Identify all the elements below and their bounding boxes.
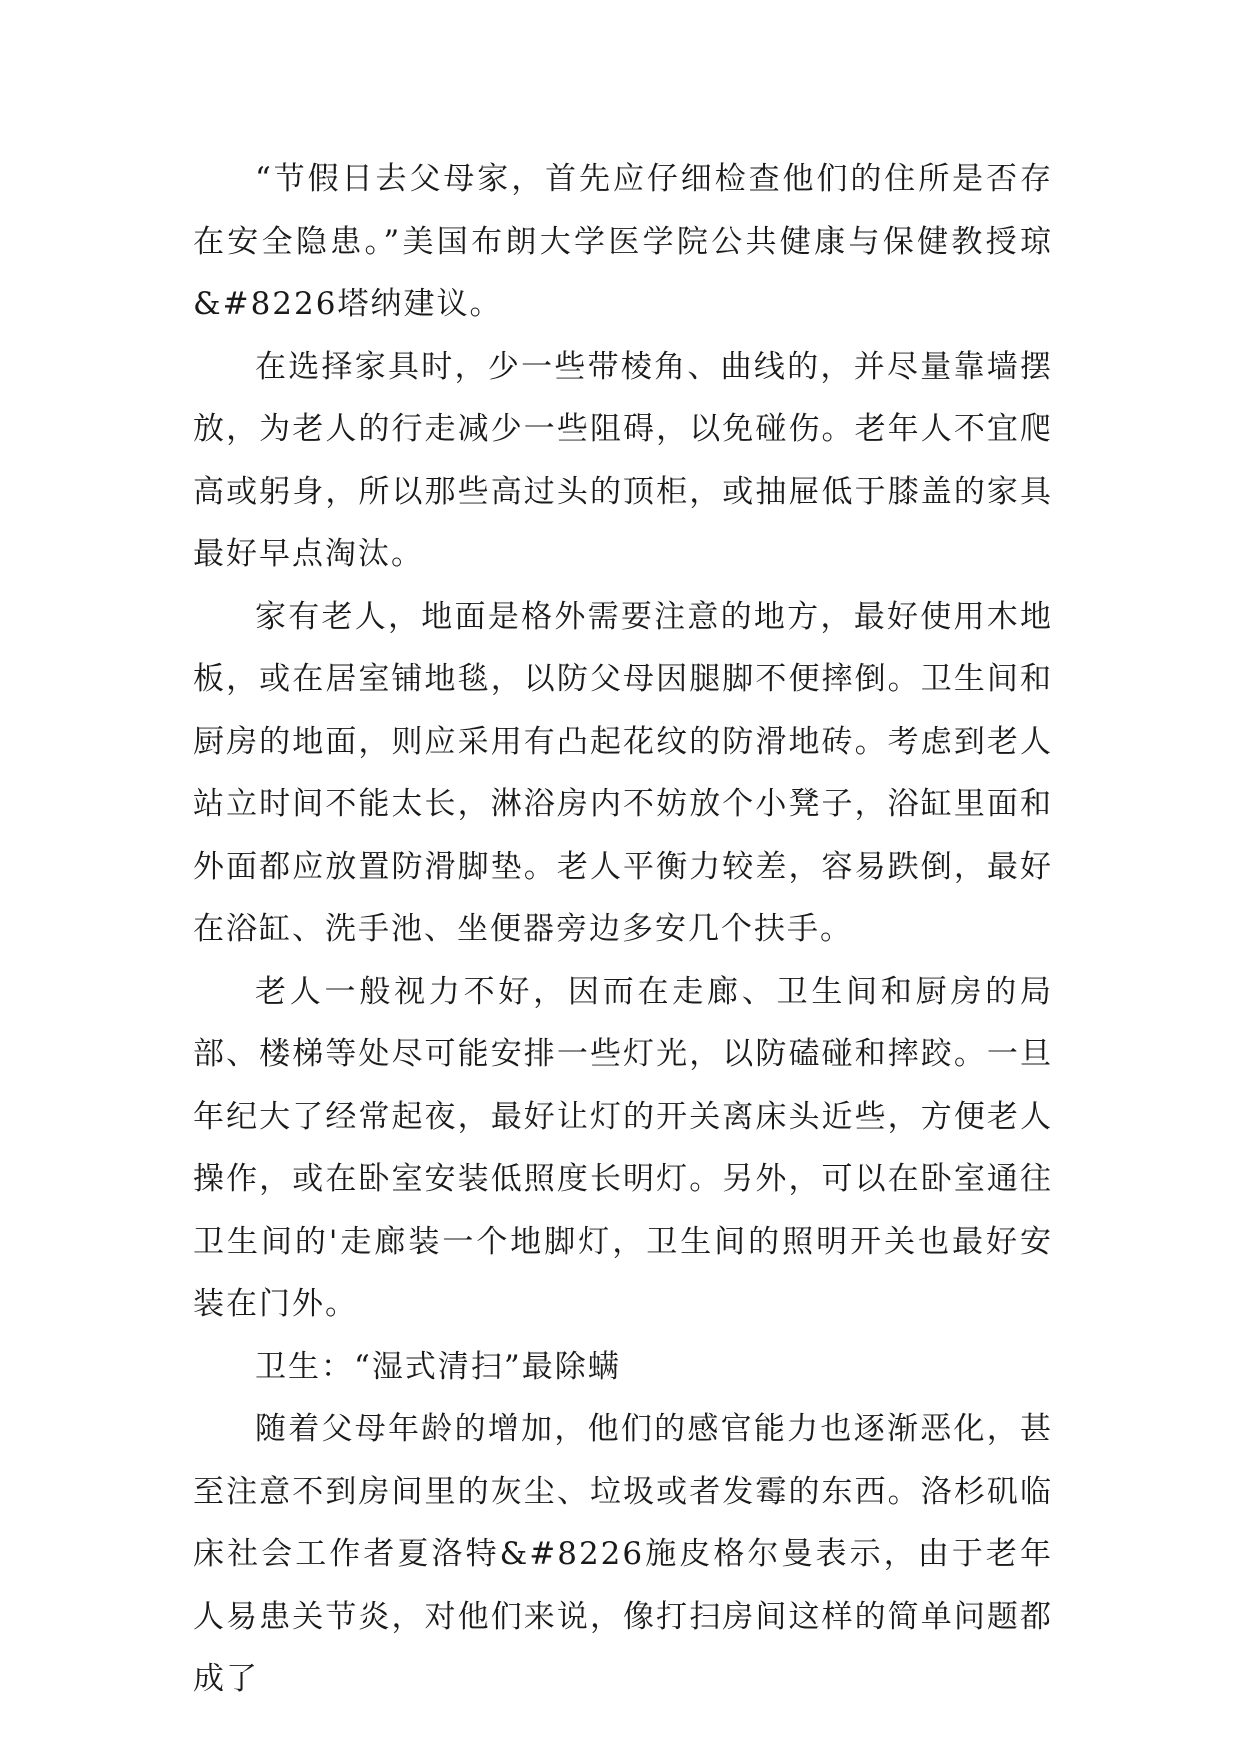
paragraph-intro-quote: “节假日去父母家，首先应仔细检查他们的住所是否存在安全隐患。”美国布朗大学医学院公共健康与保健教授琼&#8226塔纳建议。: [193, 161, 1053, 322]
paragraph-furniture: 在选择家具时，少一些带棱角、曲线的，并尽量靠墙摆放，为老人的行走减少一些阻碍，以免碰伤。老年人不宜爬高或躬身，所以那些高过头的顶柜，或抽屉低于膝盖的家具最好早点淘汰。: [193, 348, 1053, 572]
paragraph-cleaning: 随着父母年龄的增加，他们的感官能力也逐渐恶化，甚至注意不到房间里的灰尘、垃圾或者发霉的东西。洛杉矶临床社会工作者夏洛特&#8226施皮格尔曼表示，由于老年人易患关节炎，对他们来说，像打扫房间这样的简单问题都成了: [193, 1411, 1053, 1697]
paragraph-flooring: 家有老人，地面是格外需要注意的地方，最好使用木地板，或在居室铺地毯，以防父母因腿脚不便摔倒。卫生间和厨房的地面，则应采用有凸起花纹的防滑地砖。考虑到老人站立时间不能太长，淋浴房内不妨放个小凳子，浴缸里面和外面都应放置防滑脚垫。老人平衡力较差，容易跌倒，最好在浴缸、洗手池、坐便器旁边多安几个扶手。: [193, 598, 1053, 947]
paragraph-lighting: 老人一般视力不好，因而在走廊、卫生间和厨房的局部、楼梯等处尽可能安排一些灯光，以防磕碰和摔跤。一旦年纪大了经常起夜，最好让灯的开关离床头近些，方便老人操作，或在卧室安装低照度长明灯。另外，可以在卧室通往卫生间的'走廊装一个地脚灯，卫生间的照明开关也最好安装在门外。: [193, 973, 1053, 1322]
document-body: [193, 148, 1053, 1711]
section-heading-hygiene: 卫生：“湿式清扫”最除螨: [255, 1348, 621, 1385]
